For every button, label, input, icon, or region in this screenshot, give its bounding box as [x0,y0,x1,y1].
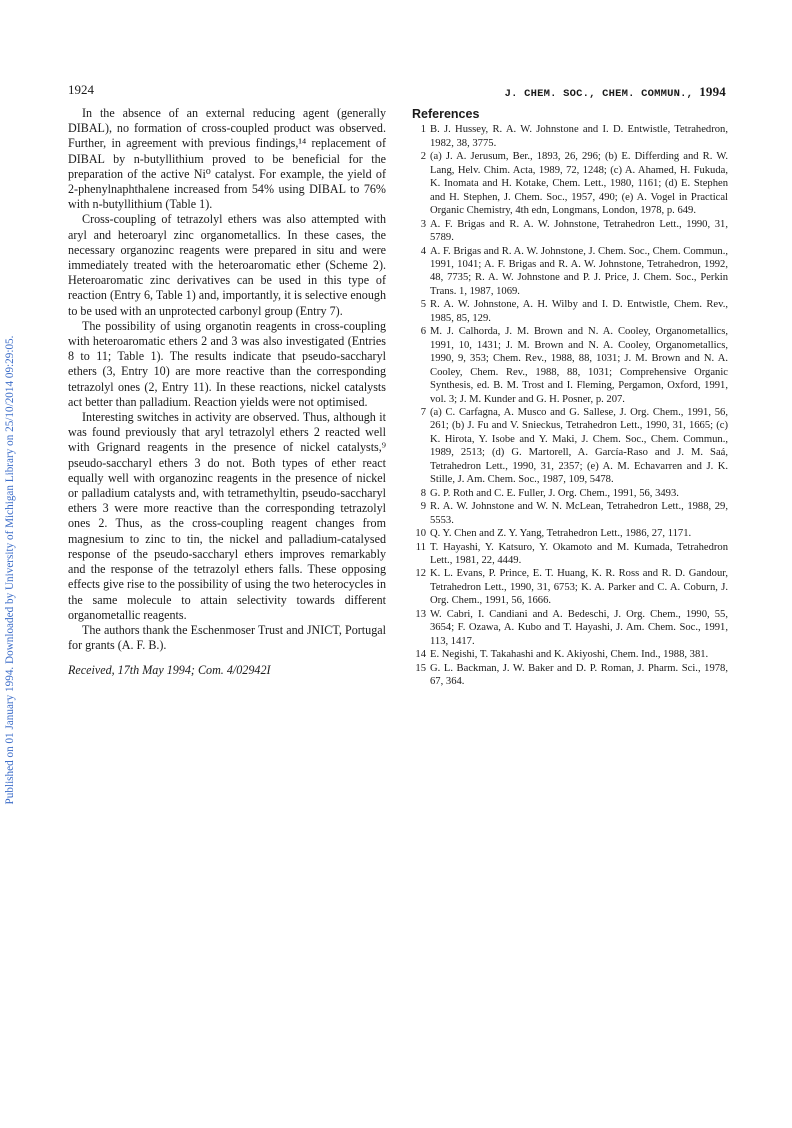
reference-text: A. F. Brigas and R. A. W. Johnstone, Tetrahedron Lett., 1990, 31, 5789. [430,218,728,244]
reference-text: R. A. W. Johnstone and W. N. McLean, Tetrahedron Lett., 1988, 29, 5553. [430,501,728,526]
reference-item [412,567,728,607]
reference-item [412,527,728,540]
reference-item [412,298,728,325]
reference-text: E. Negishi, T. Takahashi and K. Akiyoshi, Chem. Ind., 1988, 381. [430,649,709,661]
reference-item [412,123,728,150]
reference-item [412,325,728,406]
reference-number: 6 [420,326,426,338]
references-title: References [412,107,480,121]
reference-number: 4 [420,245,426,257]
reference-number: 10 [415,528,426,540]
reference-number: 5 [420,299,426,311]
reference-item [412,245,728,299]
reference-text: M. J. Calhorda, J. M. Brown and N. A. Cooley, Organometallics, 1991, 10, 1431; J. M. Brown and N. A. Cooley, Organometallics, 1990, 9, 353; Chem. Rev., 1988, 88, 1031; J. M. Brown and N. A. Cooley, Chem. Rev., 1988, 88, 1031; Comprehensive Organic Synthesis, ed. B. M. Trost and I. Fleming, Pergamon, Oxford, 1991, vol. 3; J. M. Kunder and G. H. Posner, p. 207. [430,326,728,405]
reference-text: B. J. Hussey, R. A. W. Johnstone and I. D. Entwistle, Tetrahedron, 1982, 38, 3775. [430,124,728,149]
reference-number: 8 [420,487,426,499]
reference-number: 11 [415,541,426,553]
reference-number: 13 [415,608,426,620]
reference-text: A. F. Brigas and R. A. W. Johnstone, J. Chem. Soc., Chem. Commun., 1991, 1041; A. F. Brigas and R. A. W. Johnstone, Tetrahedron, 1992, 48, 7735; R. A. W. Johnstone and P. J. Price, J. Chem. Soc., Perkin Trans. 1, 1987, 1069. [430,245,728,297]
references-column [412,108,728,688]
received-line: Received, 17th May 1994; Com. 4/02942I [68,663,271,678]
reference-number: 2 [420,151,426,163]
reference-text: W. Cabri, I. Candiani and A. Bedeschi, J. Org. Chem., 1990, 55, 3654; F. Ozawa, A. Kubo and T. Hayashi, J. Am. Chem. Soc., 1991, 113, 1417. [430,608,728,647]
reference-number: 7 [420,406,426,418]
reference-item [412,487,728,500]
reference-item [412,500,728,527]
body-paragraph: Cross-coupling of tetrazolyl ethers was also attempted with aryl and heteroaryl zinc organometallics. In these cases, the necessary organozinc reagents were prepared in situ and were immediately treated with the heteroaromatic ether (Scheme 2). Heteroaromatic zinc derivatives can be used in this type of reaction (Entry 6, Table 1) and, importantly, it is selective enough to be used with an unprotected carbonyl group (Entry 7). [68,212,386,318]
references-list [412,123,728,688]
reference-item [412,608,728,648]
journal-year: 1994 [699,84,726,99]
acknowledgement: The authors thank the Eschenmoser Trust and JNICT, Portugal for grants (A. F. B.). [68,622,386,653]
body-paragraph: Interesting switches in activity are observed. Thus, although it was found previously that aryl tetrazolyl ethers 2 reacted well with Grignard reagents in the presence of nickel catalysts,⁹ pseudo-saccharyl ethers 3 do not. Both types of ether react equally well with organozinc reagents in the presence of nickel or palladium catalysts and, with tetramethyltin, pseudo-saccharyl ethers 3 were more reactive than the corresponding tetrazolyl ones 2. Thus, as the cross-coupling reagent changes from magnesium to zinc to tin, the nickel and palladium-catalysed response of the pseudo-saccharyl ethers improves remarkably and the response of the tetrazolyl ethers falls. These opposing effects give rise to the possibility of using the two heterocycles in the same molecule to attain selectivity towards different organometallic reagents. [68,410,386,622]
reference-number: 12 [415,568,426,580]
journal-name: J. CHEM. SOC., CHEM. COMMUN., [504,88,694,100]
page-header [68,82,726,102]
reference-number: 9 [420,501,426,513]
reference-item [412,406,728,487]
download-watermark-text: Published on 01 January 1994. Downloaded by University of Michigan Library on 25/10/2014 09:29:05. [4,335,16,805]
reference-text: (a) J. A. Jerusum, Ber., 1893, 26, 296; (b) E. Differding and R. W. Lang, Helv. Chim. Acta, 1989, 72, 1248; (c) A. Ahamed, H. Fukuda, K. Inomata and H. Kotake, Chem. Lett., 1980, 1161; (d) E. Stephen and H. Stephen, J. Chem. Soc., 1957, 490; (e) A. Vogel in Practical Organic Chemistry, 4th edn, Longmans, London, 1978, p. 649. [430,151,728,217]
reference-text: R. A. W. Johnstone, A. H. Wilby and I. D. Entwistle, Chem. Rev., 1985, 85, 129. [430,299,728,324]
reference-item [412,218,728,245]
reference-text: G. P. Roth and C. E. Fuller, J. Org. Chem., 1991, 56, 3493. [430,487,679,499]
reference-number: 14 [415,649,426,661]
running-head [505,84,726,100]
reference-item [412,662,728,689]
reference-text: K. L. Evans, P. Prince, E. T. Huang, K. R. Ross and R. D. Gandour, Tetrahedron Lett., 1990, 31, 6753; K. A. Parker and C. A. Coburn, J. Org. Chem., 1991, 56, 1666. [430,568,728,607]
reference-item [412,150,728,217]
body-column [68,106,386,679]
reference-text: Q. Y. Chen and Z. Y. Yang, Tetrahedron Lett., 1986, 27, 1171. [430,528,692,540]
download-watermark [0,335,30,805]
reference-item [412,541,728,568]
body-paragraph: In the absence of an external reducing agent (generally DIBAL), no formation of cross-coupled product was observed. Further, in agreement with previous findings,¹⁴ replacement of DIBAL by n-butyllithium proved to be beneficial for the preparation of the active Ni⁰ catalyst. For example, the yield of 2-phenylnaphthalene increased from 54% using DIBAL to 76% with n-butyllithium (Table 1). [68,106,386,212]
page-number: 1924 [68,82,94,97]
reference-item [412,648,728,661]
reference-number: 15 [415,662,426,674]
reference-number: 3 [420,218,426,230]
reference-text: (a) C. Carfagna, A. Musco and G. Sallese, J. Org. Chem., 1991, 56, 261; (b) J. Fu and V. Snieckus, Tetrahedron Lett., 1990, 31, 1665; (c) K. Hirota, Y. Isobe and Y. Maki, J. Chem. Soc., Chem. Commun., 1989, 2513; (d) G. Martorell, A. García-Raso and J. M. Saá, Tetrahedron Lett., 1990, 31, 2357; (e) A. M. Echavarren and J. K. Stille, J. Am. Chem. Soc., 1987, 109, 5478. [430,406,728,486]
reference-text: T. Hayashi, Y. Katsuro, Y. Okamoto and M. Kumada, Tetrahedron Lett., 1981, 22, 4449. [430,541,728,566]
reference-text: G. L. Backman, J. W. Baker and D. P. Roman, J. Pharm. Sci., 1978, 67, 364. [430,662,728,688]
body-paragraph: The possibility of using organotin reagents in cross-coupling with heteroaromatic ethers 2 and 3 was also investigated (Entries 8 to 11; Table 1). The results indicate that pseudo-saccharyl ethers (3, Entry 10) are more reactive than the corresponding tetrazolyl ones (2, Entry 11). In these reactions, nickel catalysts act better than palladium. Reaction yields were not optimised. [68,318,386,409]
reference-number: 1 [420,124,426,136]
